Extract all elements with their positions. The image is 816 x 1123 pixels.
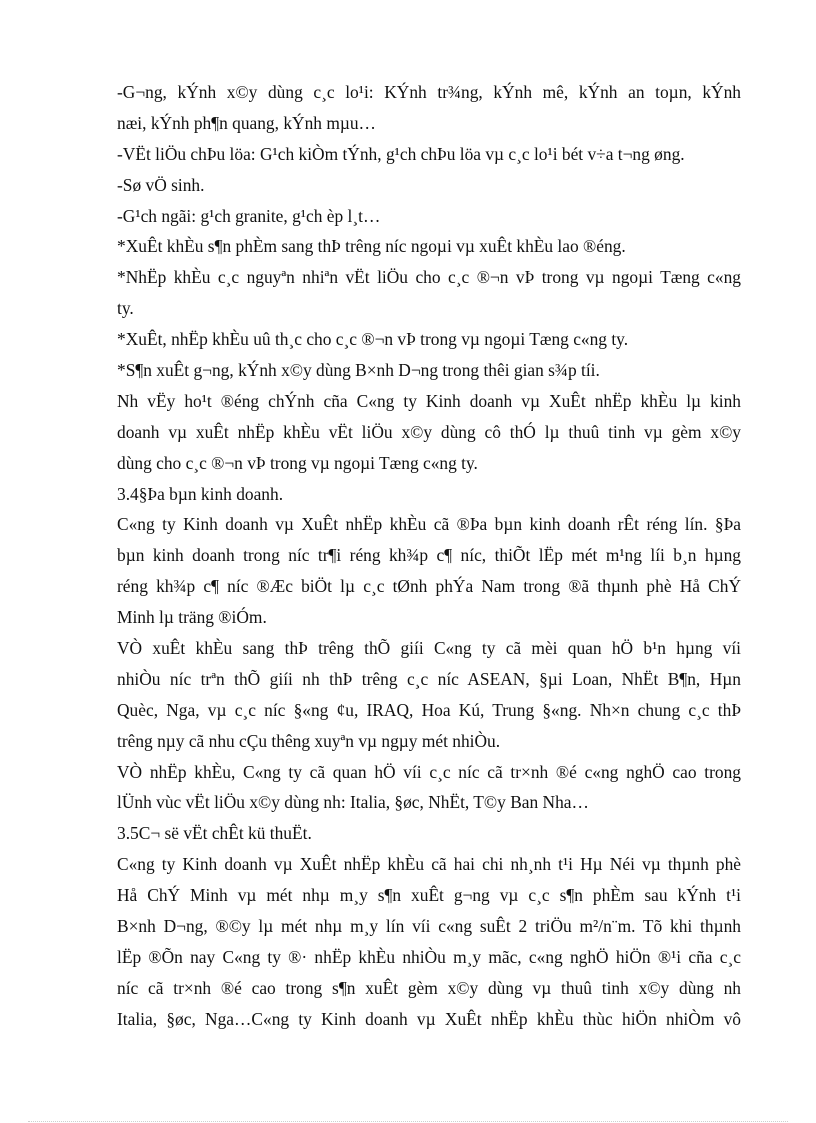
text-line: níc cã tr×nh ®é cao trong s¶n xuÊt gèm x©y dùng vµ thuû tinh x©y dùng nh	[117, 977, 741, 998]
text-line: Italia, §øc, Nga…C«ng ty Kinh doanh vµ XuÊt nhËp khÈu thùc hiÖn nhiÒm vô	[117, 1008, 741, 1029]
section-heading: 3.4§Þa bµn kinh doanh.	[117, 483, 284, 504]
text-line: *XuÊt khÈu s¶n phÈm sang thÞ trêng níc ngoµi vµ xuÊt khÈu lao ®éng.	[117, 236, 626, 257]
text-line: C«ng ty Kinh doanh vµ XuÊt nhËp khÈu cã ®Þa bµn kinh doanh rÊt réng lín. §Þa	[117, 514, 741, 535]
text-line: -VËt liÖu chÞu löa: G¹ch kiÒm tÝnh, g¹ch chÞu löa vµ c¸c lo¹i bét v÷a t¬ng øng.	[117, 143, 685, 164]
text-line: Nh vËy ho¹t ®éng chÝnh cña C«ng ty Kinh doanh vµ XuÊt nhËp khÈu lµ kinh	[117, 390, 741, 411]
text-line: Minh lµ träng ®iÓm.	[117, 607, 267, 628]
text-line: *NhËp khÈu c¸c nguyªn nhiªn vËt liÖu cho c¸c ®¬n vÞ trong vµ ngoµi Tæng c«ng	[117, 267, 741, 288]
text-line: réng kh¾p c¶ níc ®Æc biÖt lµ c¸c tØnh phÝa Nam trong ®ã thµnh phè Hå ChÝ	[117, 576, 741, 597]
text-line: næi, kÝnh ph¶n quang, kÝnh mµu…	[117, 112, 376, 133]
text-line: Hå ChÝ Minh vµ mét nhµ m¸y s¶n xuÊt g¬ng vµ c¸c s¶n phÈm sau kÝnh t¹i	[117, 885, 741, 906]
text-line: C«ng ty Kinh doanh vµ XuÊt nhËp khÈu cã hai chi nh¸nh t¹i Hµ Néi vµ thµnh phè	[117, 854, 741, 875]
text-line: Quèc, Nga, vµ c¸c níc §«ng ¢u, IRAQ, Hoa Kú, Trung §«ng. Nh×n chung c¸c thÞ	[117, 699, 741, 720]
text-line: trêng nµy cã nhu cÇu thêng xuyªn vµ ngµy mét nhiÒu.	[117, 730, 501, 751]
text-line: nhiÒu níc trªn thÕ giíi nh thÞ trêng c¸c níc ASEAN, §µi Loan, NhËt B¶n, Hµn	[117, 668, 741, 689]
text-line: -G¹ch ngãi: g¹ch granite, g¹ch èp l¸t…	[117, 205, 381, 226]
text-line: *S¶n xuÊt g¬ng, kÝnh x©y dùng B×nh D¬ng trong thêi gian s¾p tíi.	[117, 360, 600, 381]
text-line: bµn kinh doanh trong níc tr¶i réng kh¾p c¶ níc, thiÕt lËp mét m¹ng líi b¸n hµng	[117, 545, 741, 566]
text-line: -Sø vÖ sinh.	[117, 174, 205, 195]
text-line: VÒ nhËp khÈu, C«ng ty cã quan hÖ víi c¸c níc cã tr×nh ®é c«ng nghÖ cao trong	[117, 761, 741, 782]
text-line: VÒ xuÊt khÈu sang thÞ trêng thÕ giíi C«ng ty cã mèi quan hÖ b¹n hµng víi	[117, 638, 741, 659]
text-line: ty.	[117, 298, 134, 319]
page-bottom-divider	[28, 1121, 788, 1122]
text-line: doanh vµ xuÊt nhËp khÈu vËt liÖu x©y dùng cô thÓ lµ thuû tinh vµ gèm x©y	[117, 421, 741, 442]
text-line: -G¬ng, kÝnh x©y dùng c¸c lo¹i: KÝnh tr¾ng, kÝnh mê, kÝnh an toµn, kÝnh	[117, 82, 741, 102]
text-line: B×nh D¬ng, ®©y lµ mét nhµ m¸y lín víi c«ng suÊt 2 triÖu m²/n¨m. Tõ khi thµnh	[117, 916, 741, 937]
text-line: dùng cho c¸c ®¬n vÞ trong vµ ngoµi Tæng c«ng ty.	[117, 452, 478, 473]
text-line: lËp ®Õn nay C«ng ty ®· nhËp khÈu nhiÒu m¸y mãc, c«ng nghÖ hiÖn ®¹i cña c¸c	[117, 946, 741, 967]
text-line: *XuÊt, nhËp khÈu uû th¸c cho c¸c ®¬n vÞ trong vµ ngoµi Tæng c«ng ty.	[117, 329, 629, 350]
section-heading: 3.5C¬ së vËt chÊt kü thuËt.	[117, 823, 312, 844]
text-line: lÜnh vùc vËt liÖu x©y dùng nh: Italia, §øc, NhËt, T©y Ban Nha…	[117, 792, 589, 813]
document-body	[117, 77, 741, 1035]
